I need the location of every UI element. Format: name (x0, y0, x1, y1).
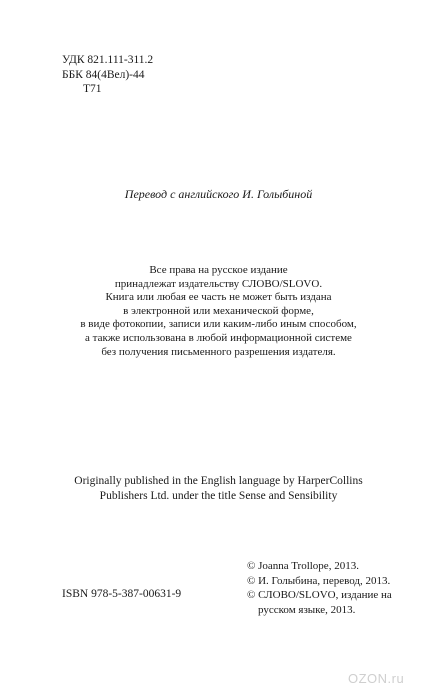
isbn: ISBN 978-5-387-00631-9 (62, 588, 182, 600)
udk-code: УДК 821.111-311.2 (62, 54, 154, 66)
ozon-watermark: OZON.ru (348, 671, 405, 686)
rights-line: Все права на русское издание (149, 264, 288, 276)
rights-line: в электронной или механической форме, (123, 304, 314, 317)
author-code: Т71 (83, 83, 102, 95)
rights-line: принадлежат издательству СЛОВО/SLOVO. (114, 277, 323, 290)
bbk-code: ББК 84(4Вел)-44 (62, 68, 145, 81)
classification-codes (62, 53, 153, 97)
copyright-line: © И. Голыбина, перевод, 2013. (247, 574, 391, 587)
original-line: Publishers Ltd. under the title Sense and Sensibility (99, 489, 338, 502)
copyright-line: русском языке, 2013. (258, 603, 356, 616)
copyright-block (247, 559, 392, 617)
original-line: Originally published in the English language by HarperCollins (74, 475, 363, 487)
rights-notice (0, 264, 437, 359)
rights-line: в виде фотокопии, записи или каким-либо иным способом, (80, 318, 357, 331)
rights-line: без получения письменного разрешения издателя. (101, 345, 336, 358)
original-publication-note (0, 474, 437, 503)
rights-line: Книга или любая ее часть не может быть издана (105, 291, 332, 304)
copyright-line: © Joanna Trollope, 2013. (247, 560, 359, 572)
rights-line: а также использована в любой информационной системе (85, 331, 352, 344)
copyright-line: © СЛОВО/SLOVO, издание на (247, 589, 392, 601)
translator-credit: Перевод с английского И. Голыбиной (124, 187, 313, 201)
